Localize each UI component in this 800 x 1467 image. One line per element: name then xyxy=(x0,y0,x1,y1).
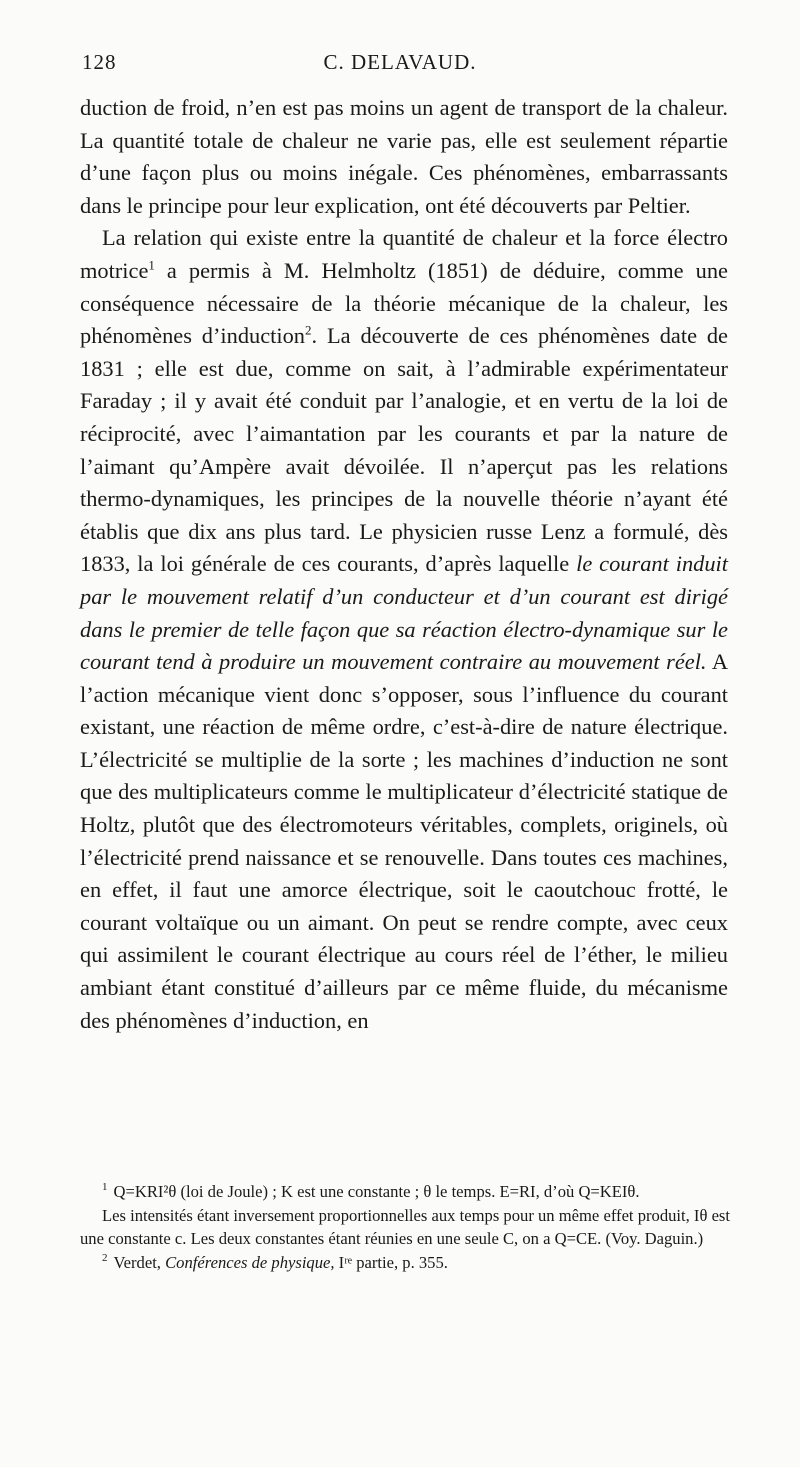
footnote-number: 2 xyxy=(102,1252,108,1265)
footnote-text: Q=KRI²θ (loi de Joule) ; K est une constante ; θ le temps. E=RI, d’où Q=KEIθ. xyxy=(113,1182,640,1201)
lenz-law-italic: le courant induit par le mouvement relatif d’un conducteur et d’un courant est dirigé dans le premier de telle façon que sa réaction électro-dynamique sur le courant tend à produire un mouvement contraire au mouvement réel. xyxy=(80,551,728,675)
page-header xyxy=(82,50,718,80)
body-text xyxy=(80,92,728,1037)
page-number: 128 xyxy=(82,50,117,74)
paragraph-induction xyxy=(80,222,728,1037)
footnote-title-italic: Conférences de physique, xyxy=(165,1252,335,1272)
running-title: C. DELAVAUD. xyxy=(323,50,477,74)
footnote-1-continued: Les intensités étant inversement proportionnelles aux temps pour un même effet produit, Iθ est une constante c. Les deux constantes étant réunies en une seule C, on a Q=CE. (Voy. Daguin.) xyxy=(80,1205,730,1249)
footnote-text: Verdet, xyxy=(113,1252,166,1272)
footnotes xyxy=(80,1180,730,1274)
text-segment: A l’action mécanique vient donc s’opposer, sous l’influence du courant existant, une réaction de même ordre, c’est-à-dire de nature électrique. L’électricité se multiplie de la sorte ; les machines d’induction ne sont que des multiplicateurs comme le multiplicateur d’électricité statique de Holtz, plutôt que des électromoteurs véritables, complets, originels, où l’électricité prend naissance et se renouvelle. Dans toutes ces machines, en effet, il faut une amorce électrique, soit le caoutchouc frotté, le courant voltaïque ou un aimant. On peut se rendre compte, avec ceux qui assimilent le courant électrique au cours réel de l’éther, le milieu ambiant étant constitué d’ailleurs par ce même fluide, du mécanisme des phénomènes d’induction, en xyxy=(80,649,728,1033)
text-segment: a permis à M. Helmholtz (1851) de déduire, comme une conséquence nécessaire de la théorie mécanique de la chaleur, les phénomènes d’induction xyxy=(80,257,728,349)
footnote-2 xyxy=(80,1251,730,1275)
footnote-ref-2[interactable]: 2 xyxy=(305,322,312,338)
footnote-ref-1[interactable]: 1 xyxy=(148,257,155,273)
footnote-number: 1 xyxy=(102,1181,108,1194)
text-segment: . La découverte de ces phénomènes date de 1831 ; elle est due, comme on sait, à l’admirable expérimentateur Faraday ; il y avait été conduit par l’analogie, et en vertu de la loi de réciprocité, avec l’aimantation par les courants et par la nature de l’aimant qu’Ampère avait dévoilée. Il n’aperçut pas les relations thermo-dynamiques, les principes de la nouvelle théorie n’ayant été établis que dix ans plus tard. Le physicien russe Lenz a formulé, dès 1833, la loi générale de ces courants, d’après laquelle xyxy=(80,323,728,577)
footnote-1 xyxy=(80,1180,730,1204)
paragraph-continuation: duction de froid, n’en est pas moins un agent de transport de la chaleur. La quantité totale de chaleur ne varie pas, elle est seulement répartie d’une façon plus ou moins inégale. Ces phénomènes, embarrassants dans le principe pour leur explication, ont été découverts par Peltier. xyxy=(80,95,728,218)
footnote-text: Iʳᵉ partie, p. 355. xyxy=(334,1252,448,1272)
text-segment: La relation qui existe entre la quantité de chaleur et la force électro motrice xyxy=(80,225,728,283)
